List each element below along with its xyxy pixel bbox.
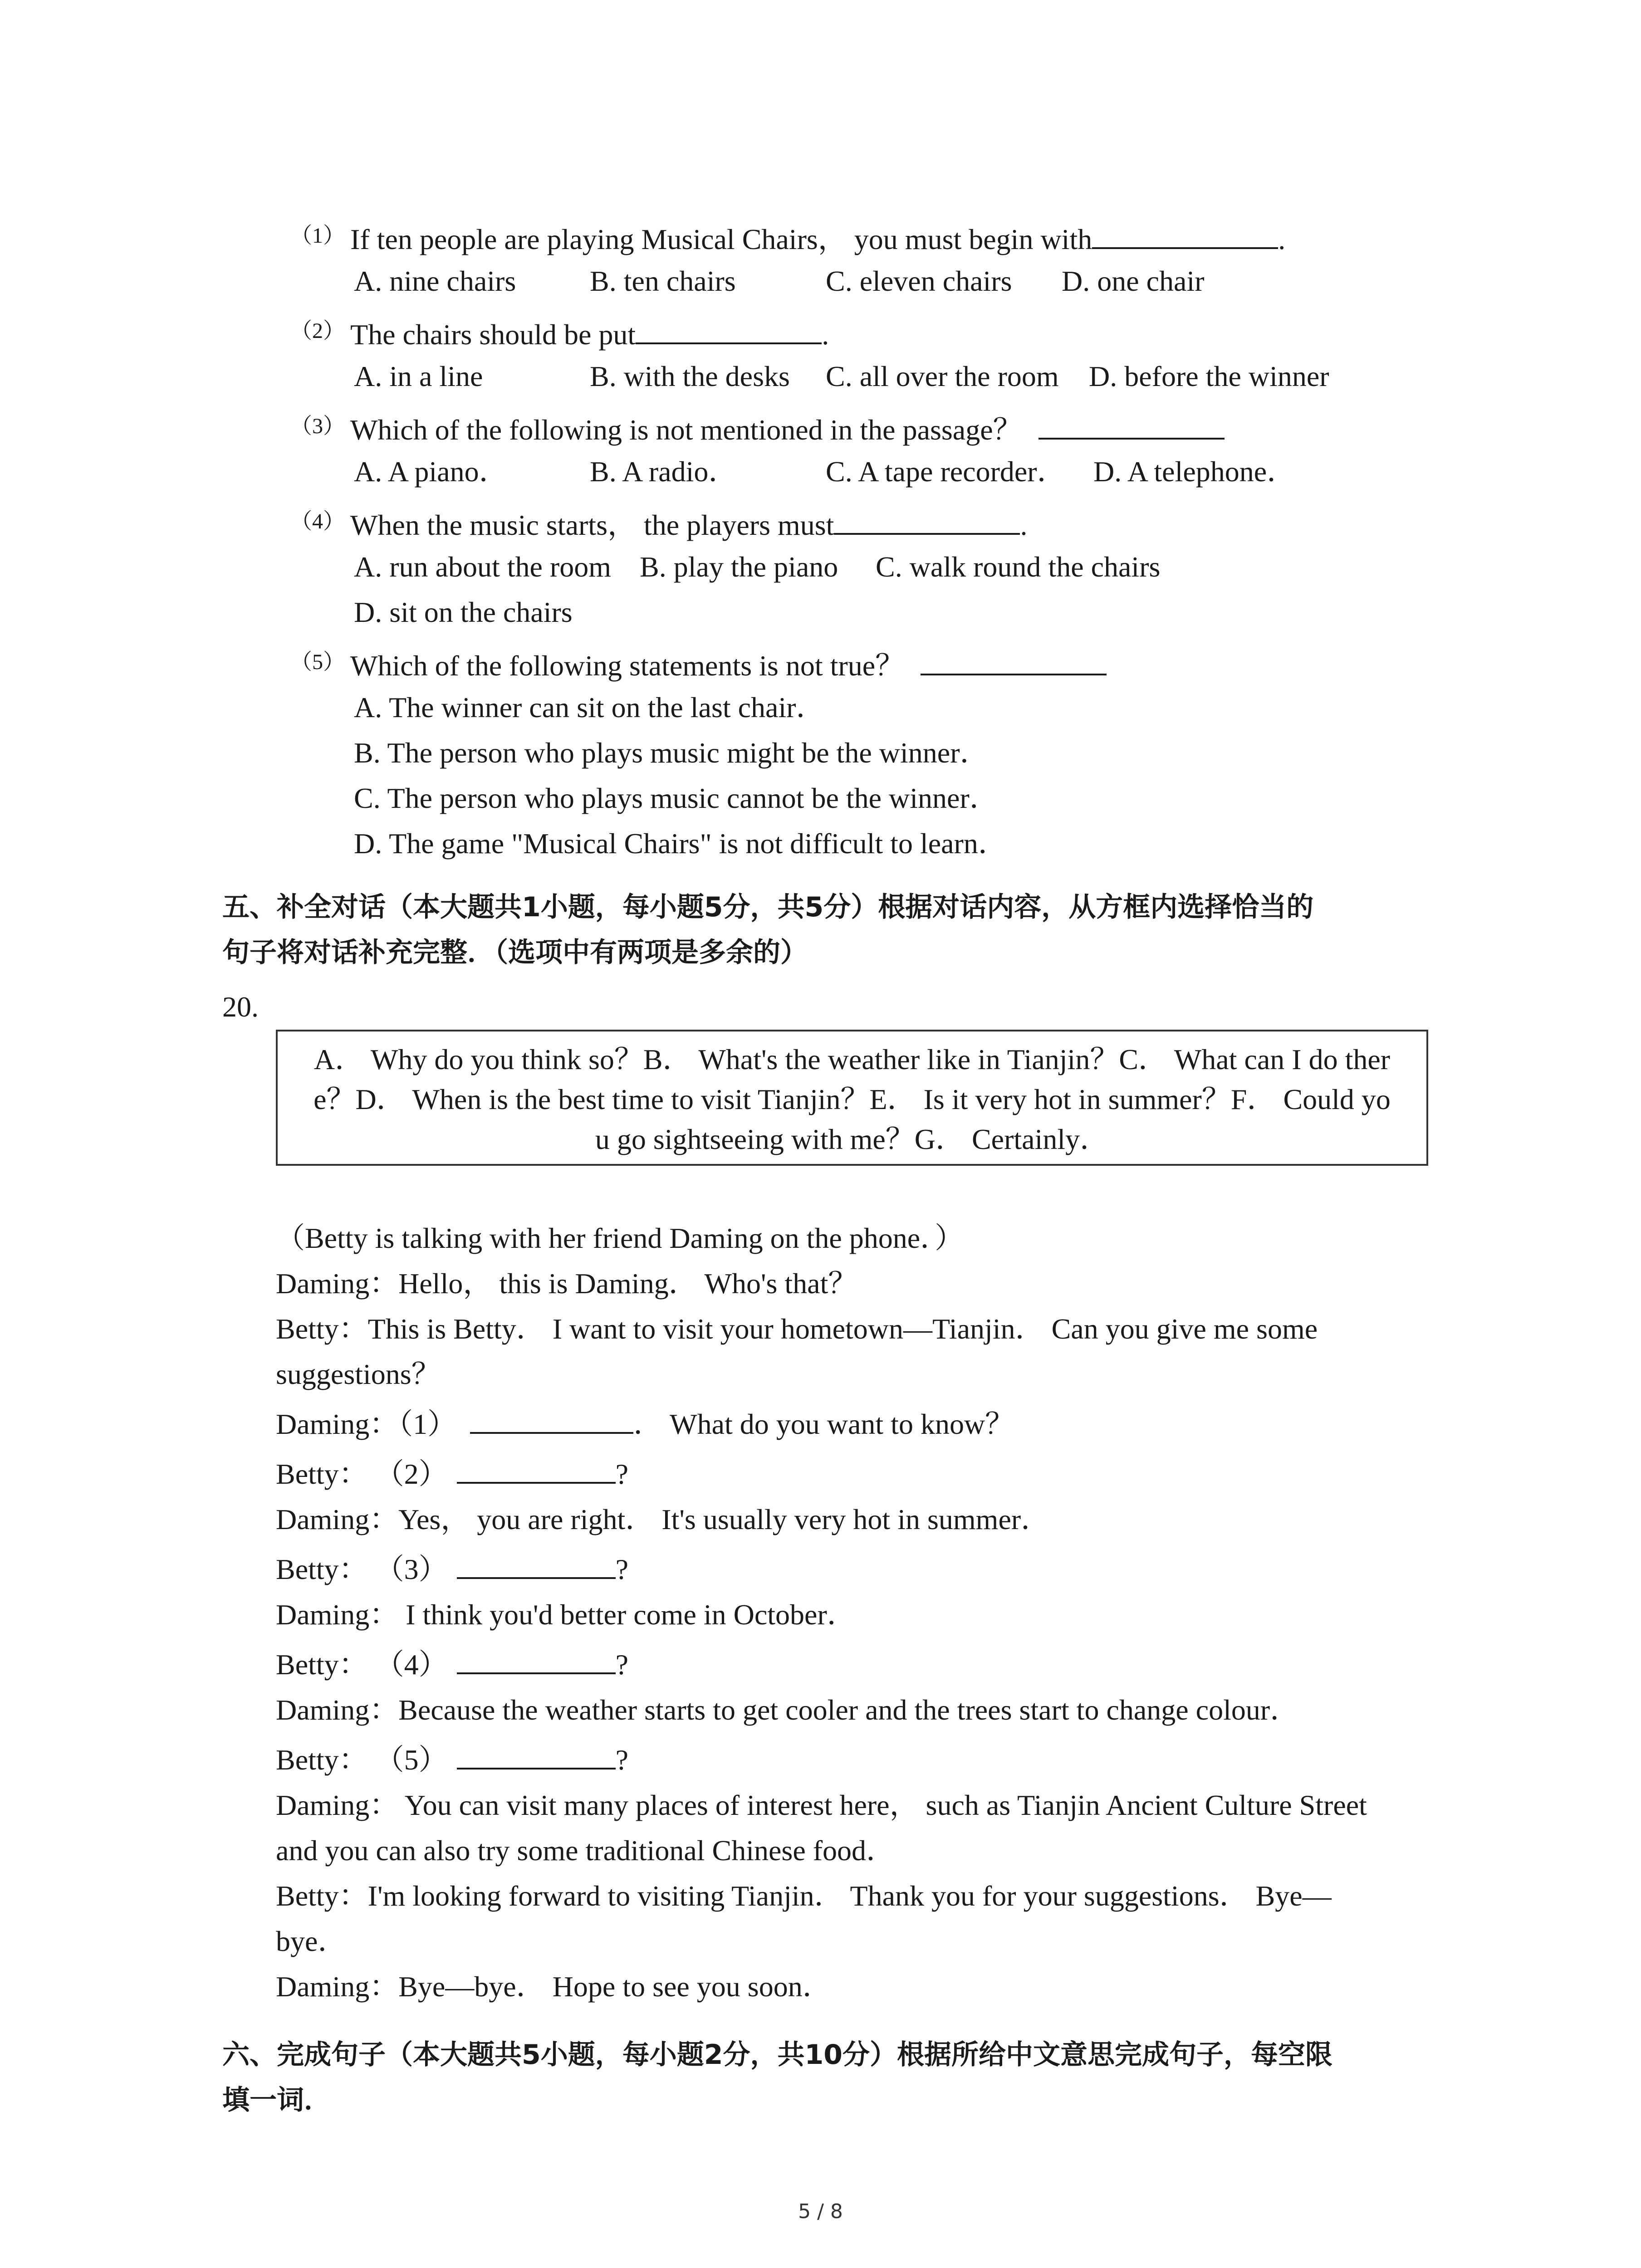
dialogue-line: Daming：Hello， this is Daming． Who's that？ — [276, 1267, 857, 1300]
options-box-line: A． Why do you think so？B． What's the weather like in Tianjin？C． What can I do ther — [314, 1043, 1391, 1075]
option-c: C. The person who plays music cannot be the winner． — [354, 782, 999, 814]
section-6-title: 六、完成句子（本大题共5小题，每小题2分，共10分）根据所给中文意思完成句子，每空限 填一词． — [222, 2039, 1332, 2116]
option-d: D. sit on the chairs — [354, 596, 573, 628]
option-a: A. A piano． — [354, 455, 508, 488]
reading-question-4: $^{(4)}$ When the music starts， the players must . — [290, 499, 1515, 548]
options-box — [276, 1030, 1428, 1166]
dialogue-line-blank-2: Betty： （2） ? — [276, 1452, 1455, 1497]
answer-blank[interactable] — [470, 1405, 633, 1434]
option-d: D. one chair — [1062, 265, 1205, 297]
dialogue-line-blank-1: Daming：（1） ． What do you want to know？ — [276, 1402, 1455, 1447]
option-a: A. run about the room — [354, 551, 611, 583]
option-c: C. A tape recorder． — [826, 455, 1066, 488]
answer-blank[interactable] — [457, 1550, 616, 1579]
dialogue-intro: （Betty is talking with her friend Daming on the phone．） — [276, 1222, 964, 1254]
option-a: A. nine chairs — [354, 265, 516, 297]
answer-blank[interactable] — [834, 506, 1020, 535]
option-c: C. walk round the chairs — [876, 551, 1161, 583]
option-b: B. ten chairs — [590, 265, 736, 297]
options-box-line: e？D． When is the best time to visit Tianjin？E． Is it very hot in summer？F． Could yo — [314, 1083, 1391, 1115]
dialogue-line-blank-3: Betty： （3） ? — [276, 1547, 1455, 1592]
answer-blank[interactable] — [1038, 411, 1225, 440]
question-number: （4） — [290, 509, 345, 533]
option-d: D. before the winner — [1089, 360, 1329, 392]
page-number: 5 / 8 — [798, 2200, 843, 2223]
dialogue-line: Betty：This is Betty． I want to visit your hometown—Tianjin． Can you give me some — [276, 1313, 1318, 1345]
options-box-line: u go sightseeing with me？G． Certainly． — [595, 1123, 1109, 1155]
dialogue-line: Daming：Bye—bye． Hope to see you soon． — [276, 1970, 832, 2003]
option-b: B. play the piano — [640, 551, 838, 583]
answer-blank[interactable] — [457, 1740, 616, 1769]
dialogue-line-blank-4: Betty： （4） ? — [276, 1642, 1455, 1687]
answer-blank[interactable] — [636, 315, 822, 344]
dialogue-line-blank-5: Betty： （5） ? — [276, 1737, 1455, 1783]
option-b: B. The person who plays music might be the winner． — [354, 737, 989, 769]
option-d: D. The game "Musical Chairs" is not difficult to learn． — [354, 827, 1007, 860]
answer-blank[interactable] — [921, 646, 1107, 675]
section-5-title: 五、补全对话（本大题共1小题，每小题5分，共5分）根据对话内容，从方框内选择恰当的 句子将对话补充完整．（选项中有两项是多余的） — [222, 891, 1314, 968]
question-number: （3） — [290, 414, 345, 438]
dialogue-line: Daming：Because the weather starts to get cooler and the trees start to change colour． — [276, 1694, 1299, 1726]
dialogue-line: bye． — [276, 1925, 347, 1957]
question-number: （2） — [290, 319, 345, 343]
question-stem: Which of the following is not mentioned in the passage？ — [350, 414, 1022, 446]
answer-blank[interactable] — [457, 1645, 616, 1674]
reading-question-1: $^{(1)}$ If ten people are playing Musical Chairs， you must begin with . — [290, 213, 1515, 262]
reading-question-2: $^{(2)}$ The chairs should be put . — [290, 308, 1515, 357]
reading-question-5 — [290, 640, 1515, 689]
dialogue-line: Daming： You can visit many places of interest here， such as Tianjin Ancient Culture Street — [276, 1789, 1367, 1821]
reading-question-3 — [290, 404, 1515, 453]
option-a: A. in a line — [354, 360, 483, 392]
dialogue-line: and you can also try some traditional Chinese food． — [276, 1834, 896, 1867]
question-stem: When the music starts， the players must — [350, 509, 834, 541]
option-c: C. all over the room — [826, 360, 1059, 392]
option-b: B. A radio． — [590, 455, 738, 488]
option-a: A. The winner can sit on the last chair． — [354, 691, 825, 723]
question-stem: Which of the following statements is not true？ — [350, 650, 905, 682]
dialogue-line: Betty：I'm looking forward to visiting Tianjin． Thank you for your suggestions． Bye— — [276, 1880, 1332, 1912]
answer-blank[interactable] — [1092, 220, 1278, 249]
option-b: B. with the desks — [590, 360, 790, 392]
dialogue-line: suggestions？ — [276, 1358, 441, 1390]
question-stem: If ten people are playing Musical Chairs， you must begin with — [350, 223, 1092, 255]
dialogue-line: Daming：Yes， you are right． It's usually very hot in summer． — [276, 1503, 1050, 1535]
option-c: C. eleven chairs — [826, 265, 1012, 297]
question-number-20: 20. — [222, 991, 259, 1023]
question-number: （5） — [290, 650, 345, 674]
option-d: D. A telephone． — [1093, 455, 1296, 488]
answer-blank[interactable] — [457, 1455, 616, 1484]
question-number: （1） — [290, 224, 345, 248]
dialogue-line: Daming： I think you'd better come in October． — [276, 1598, 856, 1631]
question-stem: The chairs should be put — [350, 318, 636, 351]
